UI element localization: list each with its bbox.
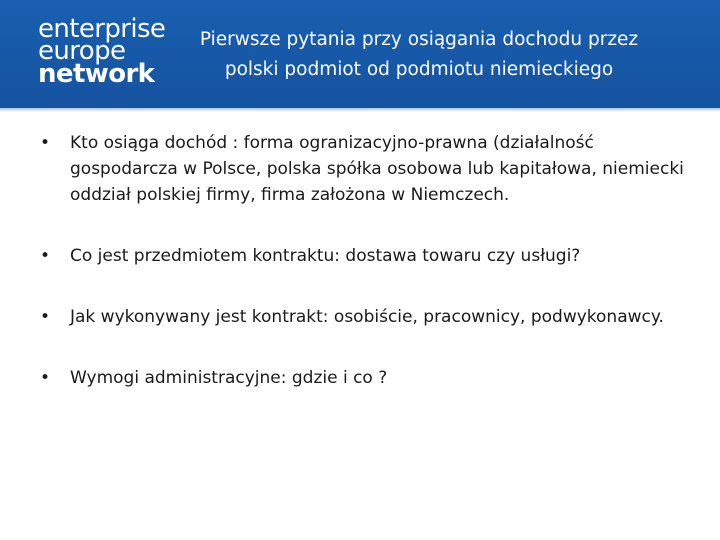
- header-banner: [0, 0, 720, 108]
- header-divider: [0, 108, 720, 112]
- bullet-marker: •: [40, 307, 51, 327]
- bullet-list: [40, 130, 700, 391]
- bullet-text: Co jest przedmiotem kontraktu: dostawa towaru czy usługi?: [70, 246, 581, 266]
- bullet-marker: •: [40, 368, 51, 388]
- slide-title-line-1: Pierwsze pytania przy osiągania dochodu przez: [199, 29, 639, 50]
- logo-line-2: europe: [38, 36, 126, 67]
- bullet-item: [40, 304, 700, 330]
- bullet-item: [40, 365, 700, 391]
- slide-title: [176, 25, 662, 85]
- slide-title-line-2: polski podmiot od podmiotu niemieckiego: [224, 59, 614, 80]
- logo-line-3: network: [38, 58, 155, 89]
- bullet-item: [40, 130, 700, 208]
- bullet-marker: •: [40, 133, 51, 153]
- bullet-text: Jak wykonywany jest kontrakt: osobiście, pracownicy, podwykonawcy.: [70, 307, 664, 327]
- bullet-marker: •: [40, 246, 51, 266]
- enterprise-europe-network-logo: [38, 14, 166, 89]
- bullet-text: Kto osiąga dochód : forma ogranizacyjno-prawna (działalność gospodarcza w Polsce, polska spółka osobowa lub kapitałowa, niemiecki oddział polskiej firmy, firma założona w Niemczech.: [70, 133, 684, 205]
- logo-line-1: enterprise: [38, 14, 166, 44]
- bullet-item: [40, 243, 700, 269]
- bullet-text: Wymogi administracyjne: gdzie i co ?: [70, 368, 388, 388]
